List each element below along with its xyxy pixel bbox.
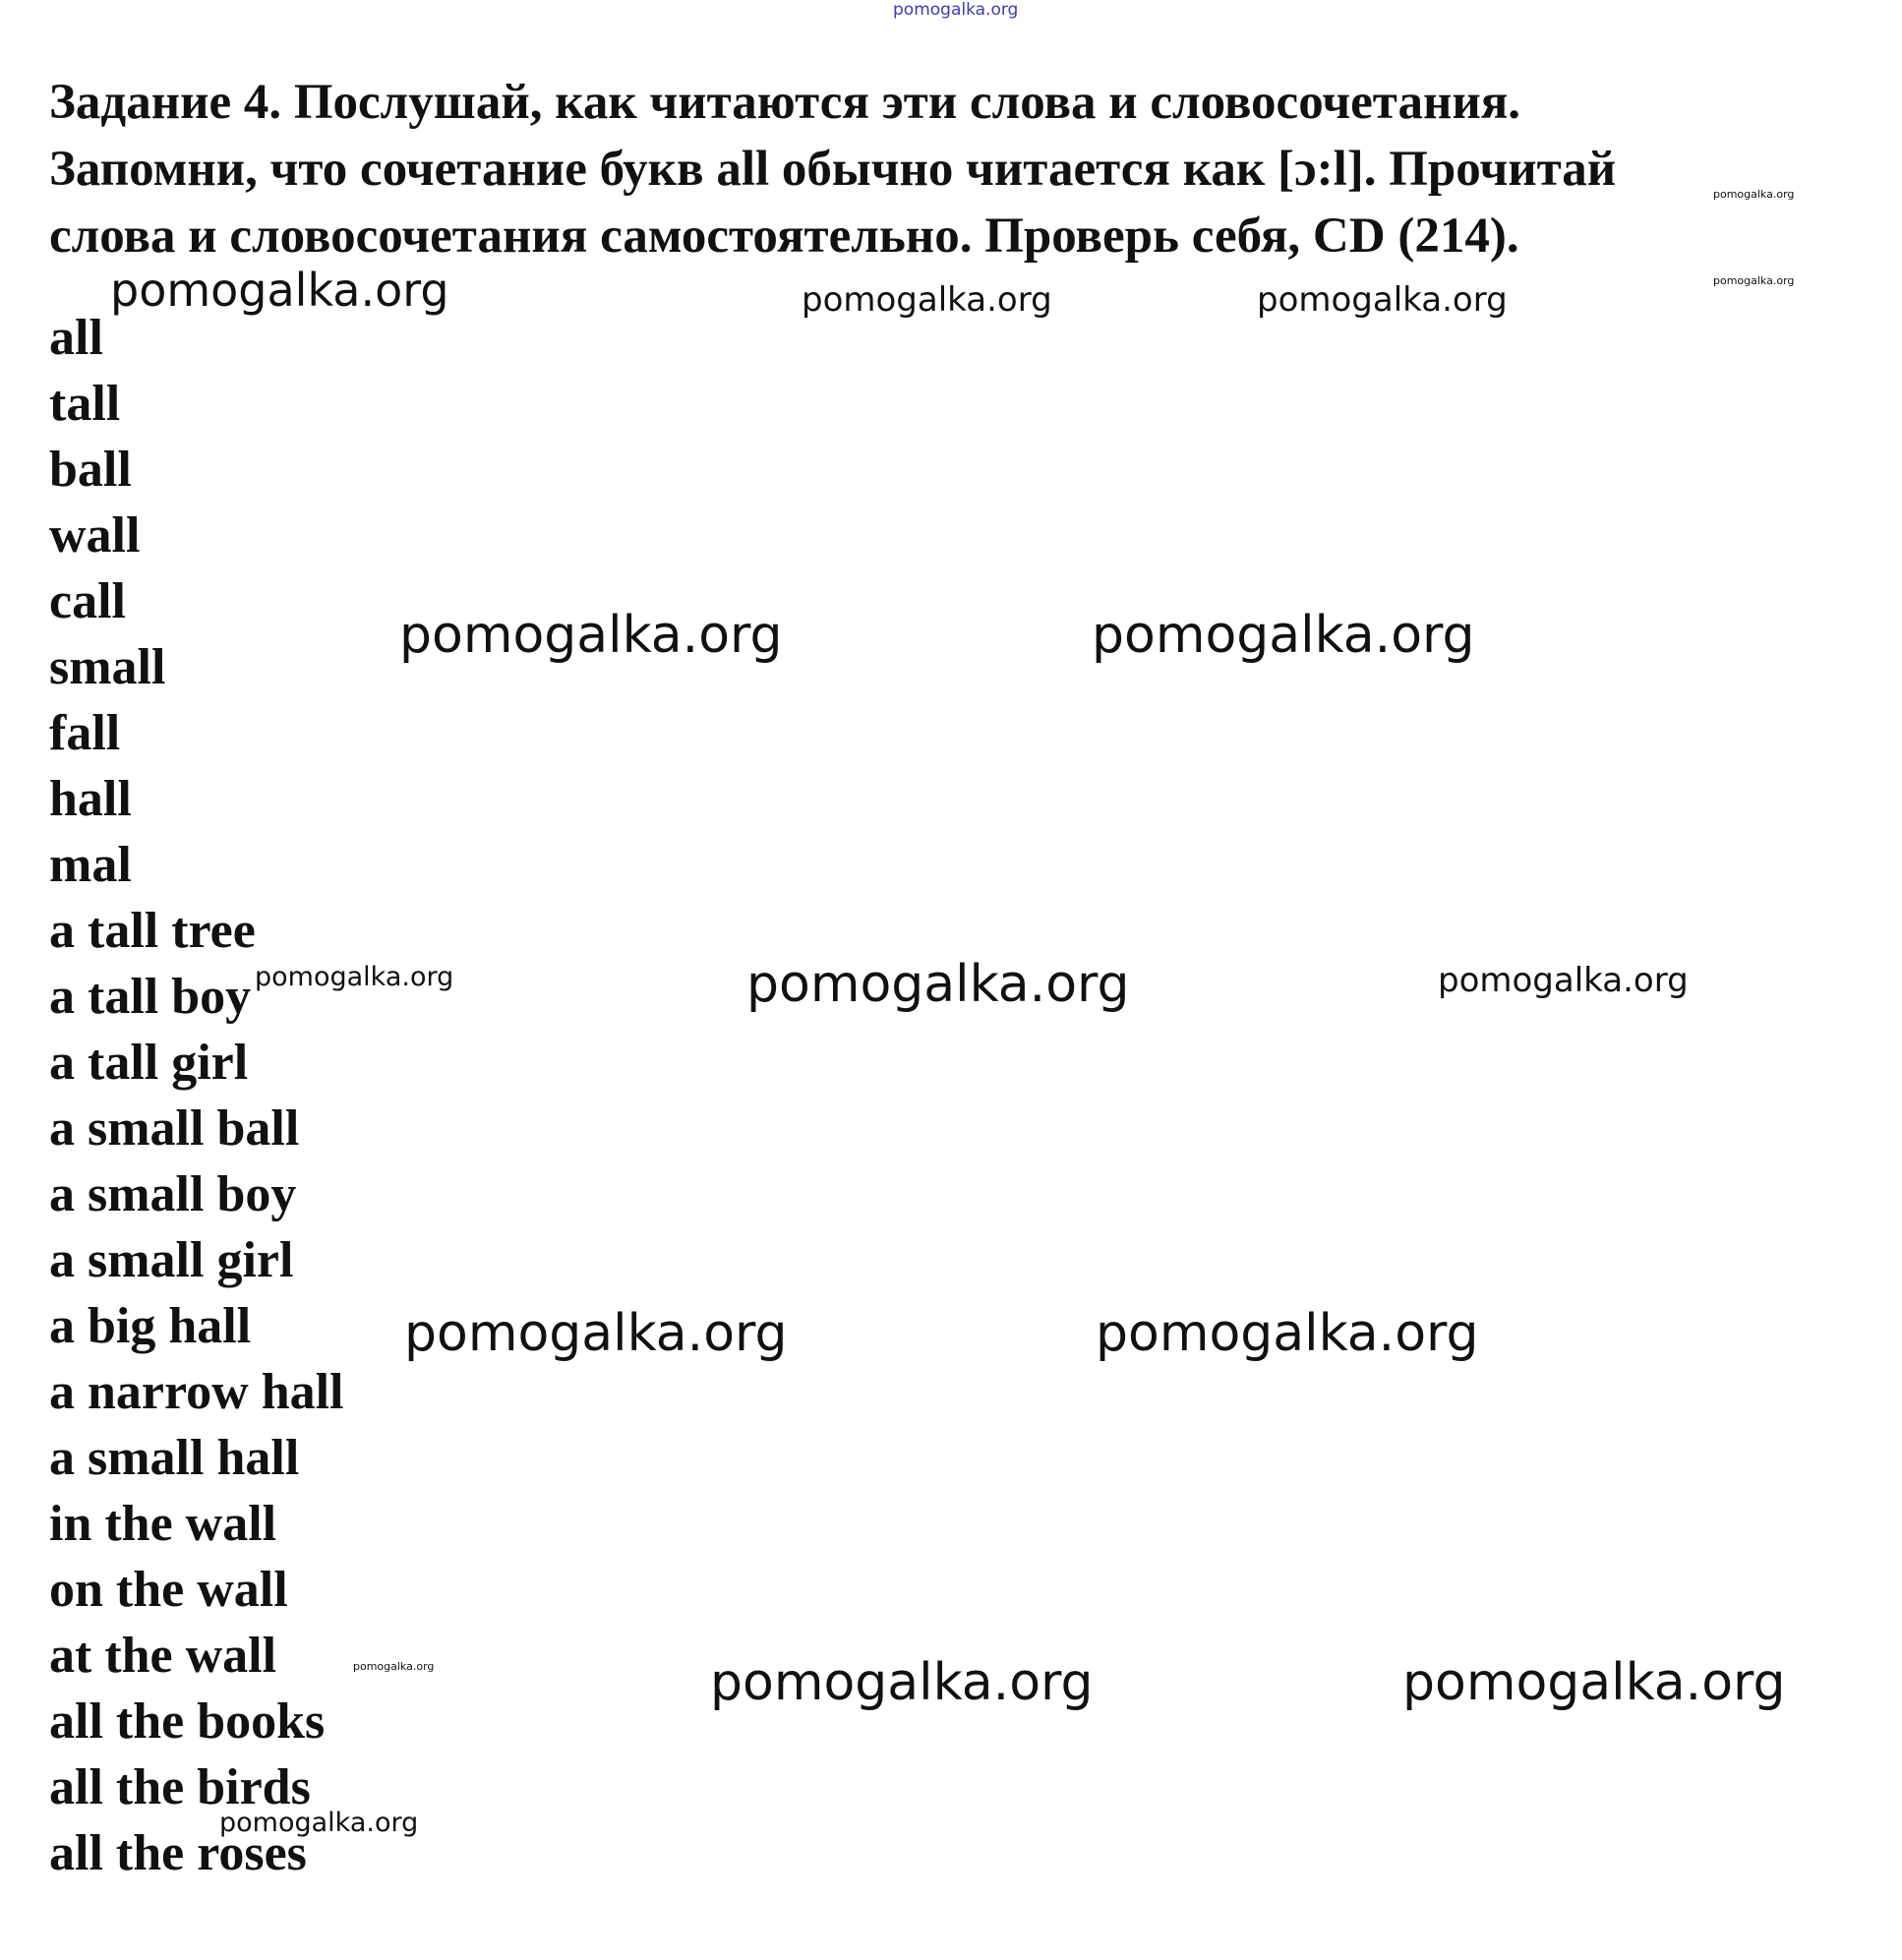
phrase-item: a small ball xyxy=(49,1100,300,1157)
phrase-item: a tall tree xyxy=(49,903,256,959)
task-line-2: Запомни, что сочетание букв all обычно читается как [ɔ:l]. Прочитай xyxy=(49,142,1617,197)
task-line-3: слова и словосочетания самостоятельно. Проверь себя, CD (214). xyxy=(49,208,1519,264)
watermark: pomogalka.org xyxy=(1096,1304,1479,1363)
watermark: pomogalka.org xyxy=(1438,961,1689,1000)
phrase-item: a tall girl xyxy=(49,1035,249,1091)
watermark: pomogalka.org xyxy=(353,1660,435,1673)
phrase-item: a narrow hall xyxy=(49,1364,344,1420)
word-item: all xyxy=(49,310,103,366)
word-list xyxy=(49,305,344,1886)
watermark: pomogalka.org xyxy=(1092,606,1475,665)
watermark: pomogalka.org xyxy=(710,1653,1094,1712)
watermark: pomogalka.org xyxy=(399,606,783,665)
watermark: pomogalka.org xyxy=(802,280,1052,320)
word-item: fall xyxy=(49,705,121,761)
word-item: hall xyxy=(49,771,132,827)
task-instruction xyxy=(49,69,1878,269)
phrase-item: all the books xyxy=(49,1693,326,1750)
watermark: pomogalka.org xyxy=(1402,1653,1786,1712)
top-watermark: pomogalka.org xyxy=(893,0,1019,20)
word-item: mal xyxy=(49,837,132,893)
phrase-item: in the wall xyxy=(49,1496,277,1552)
word-item: wall xyxy=(49,507,141,564)
watermark: pomogalka.org xyxy=(404,1304,788,1363)
watermark: pomogalka.org xyxy=(1257,280,1508,320)
watermark: pomogalka.org xyxy=(1713,188,1795,201)
phrase-item: a small hall xyxy=(49,1430,300,1486)
phrase-item: a tall boy xyxy=(49,969,252,1025)
phrase-item: at the wall xyxy=(49,1628,277,1684)
watermark: pomogalka.org xyxy=(746,955,1130,1014)
phrase-item: on the wall xyxy=(49,1562,288,1618)
watermark: pomogalka.org xyxy=(255,962,454,992)
task-line-1: Задание 4. Послушай, как читаются эти слова и словосочетания. xyxy=(49,75,1521,130)
phrase-item: a small boy xyxy=(49,1166,297,1222)
watermark: pomogalka.org xyxy=(219,1808,419,1838)
watermark: pomogalka.org xyxy=(1713,274,1795,287)
word-item: small xyxy=(49,639,166,695)
phrase-item: all the birds xyxy=(49,1759,311,1815)
word-item: tall xyxy=(49,376,121,432)
word-item: ball xyxy=(49,442,132,498)
word-item: call xyxy=(49,573,126,629)
watermark: pomogalka.org xyxy=(110,264,449,317)
phrase-item: a small girl xyxy=(49,1232,294,1288)
phrase-item: all the roses xyxy=(49,1825,307,1881)
phrase-item: a big hall xyxy=(49,1298,252,1354)
